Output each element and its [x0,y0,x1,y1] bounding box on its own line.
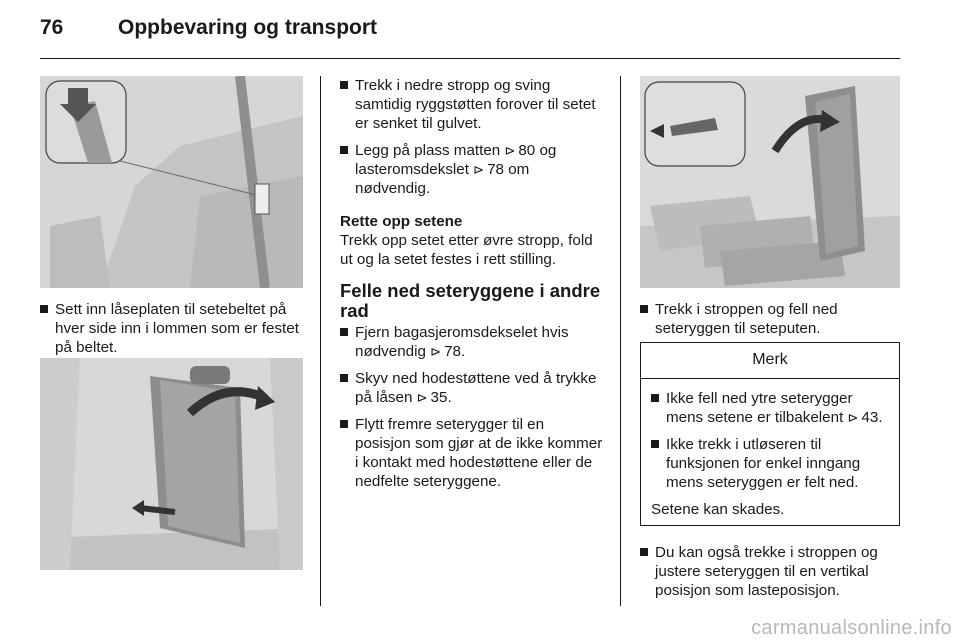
page-number: 76 [40,16,64,39]
page-reference-link[interactable]: 78 [444,343,461,360]
subheading: Rette opp setene [340,213,463,230]
header-rule [40,58,900,59]
bullet-square-icon [340,420,348,428]
note-box [640,342,900,526]
list-item: Legg på plass matten ⊳ 80 og lasteromsdekslet ⊳ 78 om nødvendig. [340,141,603,198]
col3-text [640,300,902,346]
bullet-square-icon [340,374,348,382]
list-item: Trekk i stroppen og fell ned seteryggen til seteputen. [640,300,902,338]
seatback-fold-figure [40,358,303,570]
page-reference-link[interactable]: 78 [487,161,504,178]
bullet-square-icon [651,394,659,402]
page-reference-link[interactable]: 35 [430,389,448,406]
watermark: carmanualsonline.info [751,617,952,639]
bullet-square-icon [40,305,48,313]
page-ref-arrow-icon: ⊳ [473,162,485,177]
seatback-strap-figure [640,76,900,288]
list-item: Trekk i nedre stropp og sving samtidig ryggstøtten forover til setet er senket til gulvet. [340,76,603,133]
list-item: Flytt fremre seterygger til en posisjon som gjør at de ikke kommer i kontakt med hodestøttene eller de nedfelte seteryggene. [340,415,603,491]
list-item: Du kan også trekke i stroppen og justere seteryggen til en vertikal posisjon som lasteposisjon. [640,543,902,600]
seatbelt-latch-figure [40,76,303,288]
col3-text-bottom [640,543,902,608]
note-footer: Setene kan skades. [651,501,785,518]
page-ref-arrow-icon: ⊳ [416,390,428,405]
list-item: Ikke fell ned ytre seterygger mens setene er tilbakelent ⊳ 43. [651,389,889,427]
list-item: Ikke trekk i utløseren til funksjonen for enkel inngang mens seteryggen er felt ned. [651,435,889,492]
list-item: Fjern bagasjeromsdekselet hvis nødvendig ⊳ 78. [340,323,603,361]
bullet-square-icon [340,146,348,154]
bullet-square-icon [651,440,659,448]
list-item: Sett inn låseplaten til setebeltet på hver side inn i lommen som er festet på beltet. [40,300,305,357]
page-title: Oppbevaring og transport [118,16,378,39]
section-title: Felle ned seteryggene i andre rad [340,280,601,321]
page-ref-arrow-icon: ⊳ [847,410,859,425]
bullet-square-icon [640,305,648,313]
page-reference-link[interactable]: 80 [518,142,536,159]
paragraph: Trekk opp setet etter øvre stropp, fold ut og la setet festes i rett stilling. [340,232,593,268]
note-body [641,379,899,525]
note-title: Merk [641,343,899,379]
bullet-square-icon [640,548,648,556]
column-divider [620,76,621,606]
page-ref-arrow-icon: ⊳ [504,143,516,158]
page-ref-arrow-icon: ⊳ [430,344,442,359]
column-divider [320,76,321,606]
col1-text [40,300,305,365]
bullet-square-icon [340,81,348,89]
bullet-square-icon [340,328,348,336]
list-item: Skyv ned hodestøttene ved å trykke på låsen ⊳ 35. [340,369,603,407]
page-reference-link[interactable]: 43 [861,409,879,426]
col2-text [340,76,603,499]
